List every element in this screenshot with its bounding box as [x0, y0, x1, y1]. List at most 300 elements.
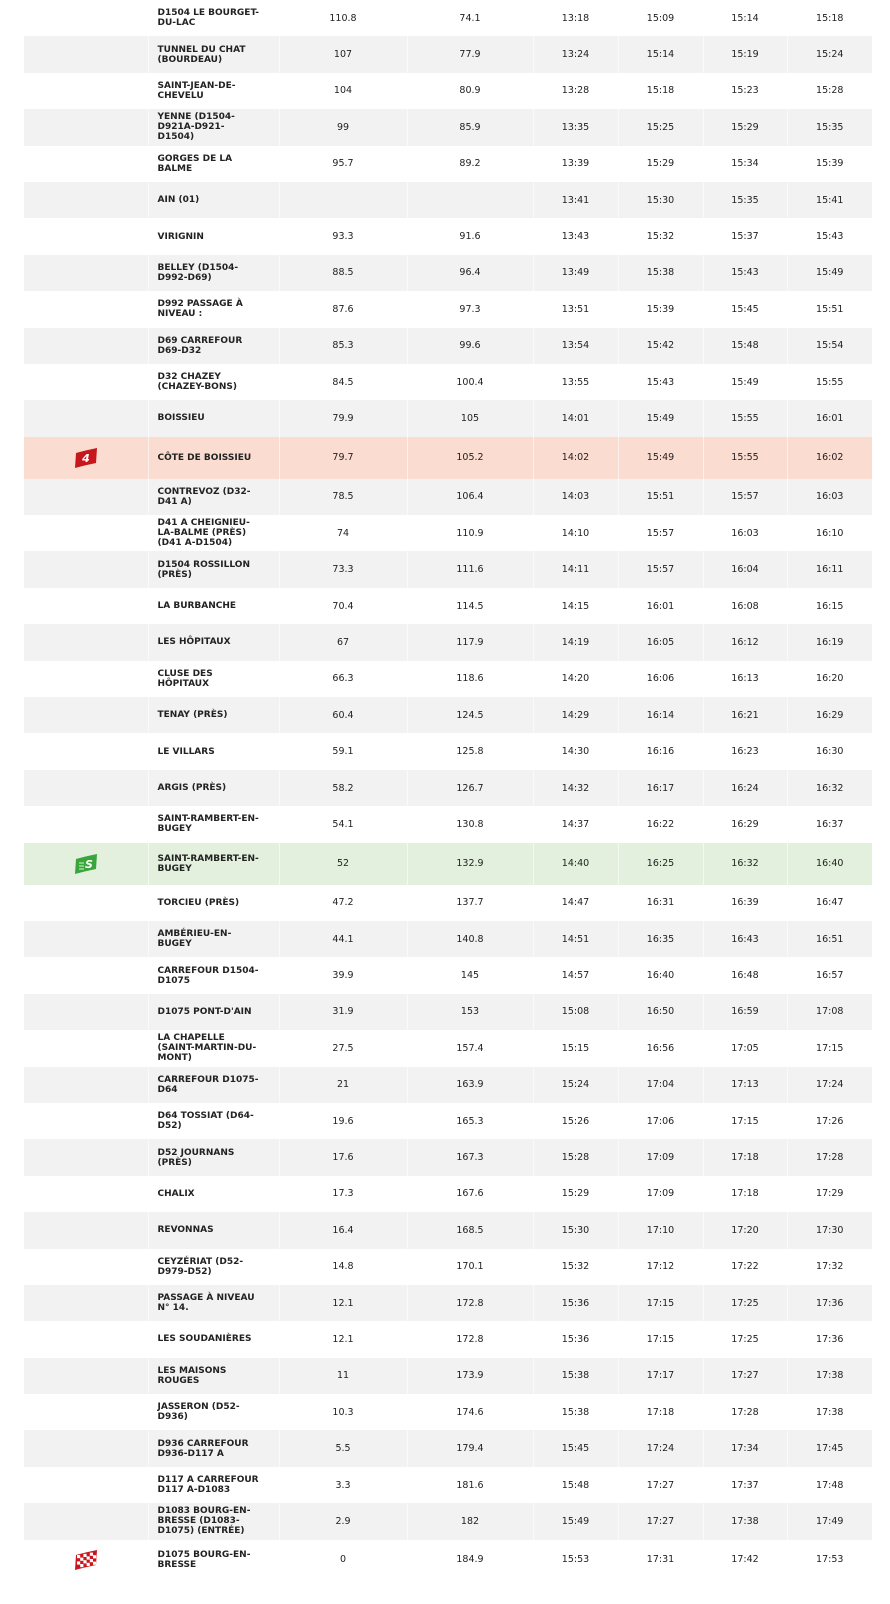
location-name: D1504 ROSSILLON (PRÈS) [148, 551, 279, 587]
time-medium: 16:24 [703, 770, 787, 806]
icon-cell [24, 1176, 148, 1212]
location-name: BELLEY (D1504-D992-D69) [148, 255, 279, 291]
time-fast: 15:39 [618, 291, 703, 327]
km-remaining: 172.8 [407, 1321, 533, 1357]
icon-cell [24, 182, 148, 218]
time-medium: 17:22 [703, 1249, 787, 1285]
km-remaining: 118.6 [407, 661, 533, 697]
icon-cell [24, 364, 148, 400]
km-remaining: 100.4 [407, 364, 533, 400]
table-row [24, 479, 872, 515]
time-caravan: 14:37 [533, 806, 618, 842]
icon-cell [24, 1358, 148, 1394]
location-name: CEYZÉRIAT (D52-D979-D52) [148, 1249, 279, 1285]
km-covered: 93.3 [279, 218, 407, 254]
time-slow: 16:11 [787, 551, 872, 587]
km-covered: 21 [279, 1067, 407, 1103]
time-slow: 16:20 [787, 661, 872, 697]
km-covered: 74 [279, 515, 407, 551]
icon-cell [24, 1249, 148, 1285]
icon-cell [24, 400, 148, 436]
km-covered: 60.4 [279, 697, 407, 733]
time-slow: 15:39 [787, 146, 872, 182]
location-name: D32 CHAZEY (CHAZEY-BONS) [148, 364, 279, 400]
location-name: LES HÔPITAUX [148, 624, 279, 660]
time-caravan: 15:08 [533, 994, 618, 1030]
time-caravan: 15:32 [533, 1249, 618, 1285]
time-medium: 17:42 [703, 1540, 787, 1580]
time-medium: 15:29 [703, 109, 787, 145]
km-covered [279, 182, 407, 218]
time-caravan: 13:18 [533, 0, 618, 36]
km-remaining: 111.6 [407, 551, 533, 587]
km-covered: 10.3 [279, 1394, 407, 1430]
km-covered: 67 [279, 624, 407, 660]
time-slow: 17:36 [787, 1285, 872, 1321]
time-fast: 16:14 [618, 697, 703, 733]
icon-cell [24, 437, 148, 479]
icon-cell [24, 1067, 148, 1103]
km-covered: 66.3 [279, 661, 407, 697]
time-fast: 16:01 [618, 588, 703, 624]
table-row [24, 0, 872, 36]
time-fast: 15:32 [618, 218, 703, 254]
time-caravan: 14:29 [533, 697, 618, 733]
location-name: CHALIX [148, 1176, 279, 1212]
km-remaining: 130.8 [407, 806, 533, 842]
km-covered: 3.3 [279, 1467, 407, 1503]
location-name: PASSAGE À NIVEAU N° 14. [148, 1285, 279, 1321]
icon-cell [24, 661, 148, 697]
time-medium: 15:55 [703, 437, 787, 479]
time-medium: 15:37 [703, 218, 787, 254]
icon-cell [24, 73, 148, 109]
sprint-row [24, 843, 872, 885]
icon-cell [24, 843, 148, 885]
time-slow: 15:51 [787, 291, 872, 327]
table-row [24, 1103, 872, 1139]
time-caravan: 15:48 [533, 1467, 618, 1503]
table-row [24, 182, 872, 218]
time-slow: 15:54 [787, 328, 872, 364]
time-caravan: 14:15 [533, 588, 618, 624]
table-row [24, 957, 872, 993]
time-slow: 17:24 [787, 1067, 872, 1103]
svg-text:4: 4 [81, 451, 90, 465]
icon-cell [24, 921, 148, 957]
location-name: TUNNEL DU CHAT (BOURDEAU) [148, 36, 279, 72]
time-caravan: 14:01 [533, 400, 618, 436]
location-name: AIN (01) [148, 182, 279, 218]
time-fast: 17:31 [618, 1540, 703, 1580]
table-row [24, 1358, 872, 1394]
location-name: TORCIEU (PRÈS) [148, 885, 279, 921]
km-covered: 79.7 [279, 437, 407, 479]
sprint-flag-icon [73, 853, 99, 875]
time-caravan: 15:24 [533, 1067, 618, 1103]
km-covered: 27.5 [279, 1030, 407, 1066]
km-covered: 14.8 [279, 1249, 407, 1285]
time-medium: 16:21 [703, 697, 787, 733]
time-slow: 16:57 [787, 957, 872, 993]
km-covered: 17.3 [279, 1176, 407, 1212]
km-remaining: 99.6 [407, 328, 533, 364]
time-slow: 17:28 [787, 1139, 872, 1175]
time-fast: 17:17 [618, 1358, 703, 1394]
table-row [24, 624, 872, 660]
location-name: LE VILLARS [148, 733, 279, 769]
km-covered: 2.9 [279, 1503, 407, 1539]
km-remaining: 168.5 [407, 1212, 533, 1248]
location-name: CARREFOUR D1075-D64 [148, 1067, 279, 1103]
time-slow: 16:10 [787, 515, 872, 551]
time-slow: 17:36 [787, 1321, 872, 1357]
time-slow: 16:47 [787, 885, 872, 921]
icon-cell [24, 551, 148, 587]
time-fast: 15:14 [618, 36, 703, 72]
time-fast: 15:09 [618, 0, 703, 36]
time-slow: 16:19 [787, 624, 872, 660]
time-medium: 17:37 [703, 1467, 787, 1503]
time-slow: 17:38 [787, 1394, 872, 1430]
km-covered: 16.4 [279, 1212, 407, 1248]
table-row [24, 661, 872, 697]
time-caravan: 13:55 [533, 364, 618, 400]
time-caravan: 14:57 [533, 957, 618, 993]
time-fast: 17:10 [618, 1212, 703, 1248]
km-remaining: 97.3 [407, 291, 533, 327]
km-remaining: 106.4 [407, 479, 533, 515]
icon-cell [24, 1394, 148, 1430]
time-medium: 16:43 [703, 921, 787, 957]
time-caravan: 14:40 [533, 843, 618, 885]
table-row [24, 994, 872, 1030]
time-fast: 16:25 [618, 843, 703, 885]
icon-cell [24, 885, 148, 921]
time-fast: 16:05 [618, 624, 703, 660]
location-name: VIRIGNIN [148, 218, 279, 254]
km-covered: 78.5 [279, 479, 407, 515]
km-remaining: 179.4 [407, 1430, 533, 1466]
km-remaining: 132.9 [407, 843, 533, 885]
km-covered: 73.3 [279, 551, 407, 587]
location-name: SAINT-RAMBERT-EN-BUGEY [148, 843, 279, 885]
svg-text:S: S [84, 857, 93, 871]
time-slow: 17:26 [787, 1103, 872, 1139]
icon-cell [24, 1103, 148, 1139]
time-caravan: 13:49 [533, 255, 618, 291]
km-remaining: 125.8 [407, 733, 533, 769]
time-fast: 15:51 [618, 479, 703, 515]
time-slow: 17:08 [787, 994, 872, 1030]
table-row [24, 551, 872, 587]
location-name: D1075 BOURG-EN-BRESSE [148, 1540, 279, 1580]
table-row [24, 1430, 872, 1466]
km-remaining: 105 [407, 400, 533, 436]
table-row [24, 36, 872, 72]
km-covered: 84.5 [279, 364, 407, 400]
climb-cat-4-flag-icon [73, 447, 99, 469]
location-name: CÔTE DE BOISSIEU [148, 437, 279, 479]
km-remaining: 105.2 [407, 437, 533, 479]
time-fast: 17:09 [618, 1176, 703, 1212]
km-remaining: 167.3 [407, 1139, 533, 1175]
time-caravan: 15:29 [533, 1176, 618, 1212]
time-slow: 15:28 [787, 73, 872, 109]
km-covered: 17.6 [279, 1139, 407, 1175]
time-fast: 16:31 [618, 885, 703, 921]
km-covered: 104 [279, 73, 407, 109]
km-covered: 79.9 [279, 400, 407, 436]
time-caravan: 15:38 [533, 1358, 618, 1394]
table-row [24, 1467, 872, 1503]
time-slow: 16:02 [787, 437, 872, 479]
time-caravan: 15:45 [533, 1430, 618, 1466]
km-covered: 58.2 [279, 770, 407, 806]
time-fast: 15:43 [618, 364, 703, 400]
time-caravan: 15:53 [533, 1540, 618, 1580]
time-slow: 15:24 [787, 36, 872, 72]
icon-cell [24, 1540, 148, 1580]
icon-cell [24, 624, 148, 660]
time-medium: 16:04 [703, 551, 787, 587]
time-fast: 17:27 [618, 1503, 703, 1539]
time-fast: 16:50 [618, 994, 703, 1030]
icon-cell [24, 770, 148, 806]
km-remaining: 110.9 [407, 515, 533, 551]
location-name: LA CHAPELLE (SAINT-MARTIN-DU-MONT) [148, 1030, 279, 1066]
time-slow: 16:03 [787, 479, 872, 515]
time-medium: 17:34 [703, 1430, 787, 1466]
location-name: AMBÉRIEU-EN-BUGEY [148, 921, 279, 957]
table-row [24, 364, 872, 400]
time-fast: 15:57 [618, 515, 703, 551]
time-caravan: 14:51 [533, 921, 618, 957]
time-caravan: 14:11 [533, 551, 618, 587]
icon-cell [24, 1139, 148, 1175]
location-name: D64 TOSSIAT (D64-D52) [148, 1103, 279, 1139]
time-fast: 15:49 [618, 400, 703, 436]
time-fast: 16:17 [618, 770, 703, 806]
table-row [24, 1321, 872, 1357]
time-slow: 15:43 [787, 218, 872, 254]
time-caravan: 14:03 [533, 479, 618, 515]
km-remaining: 157.4 [407, 1030, 533, 1066]
time-medium: 17:13 [703, 1067, 787, 1103]
icon-cell [24, 697, 148, 733]
km-remaining: 182 [407, 1503, 533, 1539]
time-medium: 16:12 [703, 624, 787, 660]
location-name: D117 A CARREFOUR D117 A-D1083 [148, 1467, 279, 1503]
time-fast: 15:42 [618, 328, 703, 364]
km-remaining: 117.9 [407, 624, 533, 660]
km-covered: 11 [279, 1358, 407, 1394]
km-remaining: 167.6 [407, 1176, 533, 1212]
time-medium: 16:59 [703, 994, 787, 1030]
km-covered: 85.3 [279, 328, 407, 364]
time-medium: 15:19 [703, 36, 787, 72]
location-name: D936 CARREFOUR D936-D117 A [148, 1430, 279, 1466]
km-remaining: 181.6 [407, 1467, 533, 1503]
table-row [24, 255, 872, 291]
icon-cell [24, 291, 148, 327]
icon-cell [24, 255, 148, 291]
time-medium: 17:27 [703, 1358, 787, 1394]
time-slow: 15:18 [787, 0, 872, 36]
table-row [24, 1394, 872, 1430]
icon-cell [24, 1030, 148, 1066]
icon-cell [24, 328, 148, 364]
icon-cell [24, 733, 148, 769]
table-row [24, 588, 872, 624]
time-slow: 16:37 [787, 806, 872, 842]
time-medium: 15:57 [703, 479, 787, 515]
time-fast: 16:16 [618, 733, 703, 769]
km-remaining: 91.6 [407, 218, 533, 254]
time-fast: 15:38 [618, 255, 703, 291]
table-row [24, 73, 872, 109]
finish-checkered-flag-icon [73, 1549, 99, 1571]
icon-cell [24, 1430, 148, 1466]
time-caravan: 13:35 [533, 109, 618, 145]
time-medium: 17:15 [703, 1103, 787, 1139]
km-covered: 12.1 [279, 1321, 407, 1357]
table-row [24, 1285, 872, 1321]
time-caravan: 13:24 [533, 36, 618, 72]
km-remaining: 74.1 [407, 0, 533, 36]
time-medium: 17:18 [703, 1139, 787, 1175]
time-caravan: 15:26 [533, 1103, 618, 1139]
table-row [24, 1030, 872, 1066]
time-medium: 15:23 [703, 73, 787, 109]
time-fast: 16:40 [618, 957, 703, 993]
location-name: REVONNAS [148, 1212, 279, 1248]
location-name: SAINT-RAMBERT-EN-BUGEY [148, 806, 279, 842]
icon-cell [24, 36, 148, 72]
time-fast: 17:24 [618, 1430, 703, 1466]
table-row [24, 146, 872, 182]
km-covered: 47.2 [279, 885, 407, 921]
time-medium: 15:45 [703, 291, 787, 327]
climb-row [24, 437, 872, 479]
time-caravan: 15:36 [533, 1285, 618, 1321]
table-row [24, 921, 872, 957]
km-remaining: 124.5 [407, 697, 533, 733]
table-row [24, 806, 872, 842]
table-row [24, 515, 872, 551]
km-remaining: 80.9 [407, 73, 533, 109]
time-medium: 17:18 [703, 1176, 787, 1212]
icon-cell [24, 994, 148, 1030]
time-caravan: 13:41 [533, 182, 618, 218]
time-slow: 17:29 [787, 1176, 872, 1212]
time-fast: 17:12 [618, 1249, 703, 1285]
icon-cell [24, 806, 148, 842]
time-fast: 15:18 [618, 73, 703, 109]
km-remaining: 172.8 [407, 1285, 533, 1321]
location-name: D992 PASSAGE À NIVEAU : [148, 291, 279, 327]
km-remaining: 89.2 [407, 146, 533, 182]
km-remaining: 163.9 [407, 1067, 533, 1103]
time-fast: 16:56 [618, 1030, 703, 1066]
time-fast: 15:49 [618, 437, 703, 479]
time-caravan: 14:47 [533, 885, 618, 921]
table-row [24, 1176, 872, 1212]
time-caravan: 14:02 [533, 437, 618, 479]
time-slow: 17:48 [787, 1467, 872, 1503]
km-remaining: 153 [407, 994, 533, 1030]
location-name: D1075 PONT-D'AIN [148, 994, 279, 1030]
location-name: ARGIS (PRÈS) [148, 770, 279, 806]
km-remaining: 145 [407, 957, 533, 993]
icon-cell [24, 109, 148, 145]
table-row [24, 218, 872, 254]
time-fast: 17:09 [618, 1139, 703, 1175]
time-medium: 16:13 [703, 661, 787, 697]
location-name: CONTREVOZ (D32-D41 A) [148, 479, 279, 515]
km-covered: 87.6 [279, 291, 407, 327]
km-remaining: 165.3 [407, 1103, 533, 1139]
km-covered: 44.1 [279, 921, 407, 957]
location-name: YENNE (D1504-D921A-D921-D1504) [148, 109, 279, 145]
km-remaining: 140.8 [407, 921, 533, 957]
location-name: D1504 LE BOURGET-DU-LAC [148, 0, 279, 36]
time-caravan: 14:30 [533, 733, 618, 769]
time-fast: 17:15 [618, 1321, 703, 1357]
table-row [24, 1249, 872, 1285]
table-row [24, 697, 872, 733]
time-fast: 15:25 [618, 109, 703, 145]
time-fast: 17:06 [618, 1103, 703, 1139]
time-medium: 17:38 [703, 1503, 787, 1539]
time-caravan: 15:28 [533, 1139, 618, 1175]
time-fast: 15:57 [618, 551, 703, 587]
time-slow: 15:55 [787, 364, 872, 400]
location-name: D1083 BOURG-EN-BRESSE (D1083-D1075) (ENTRÉE) [148, 1503, 279, 1539]
icon-cell [24, 1321, 148, 1357]
km-remaining: 170.1 [407, 1249, 533, 1285]
time-medium: 17:28 [703, 1394, 787, 1430]
time-medium: 15:43 [703, 255, 787, 291]
location-name: TENAY (PRÈS) [148, 697, 279, 733]
route-schedule-table [24, 0, 872, 1580]
table-row [24, 770, 872, 806]
time-slow: 17:45 [787, 1430, 872, 1466]
time-medium: 16:39 [703, 885, 787, 921]
time-fast: 16:22 [618, 806, 703, 842]
icon-cell [24, 515, 148, 551]
time-slow: 17:38 [787, 1358, 872, 1394]
time-medium: 17:25 [703, 1321, 787, 1357]
icon-cell [24, 1212, 148, 1248]
location-name: CLUSE DES HÔPITAUX [148, 661, 279, 697]
time-medium: 16:08 [703, 588, 787, 624]
location-name: D69 CARREFOUR D69-D32 [148, 328, 279, 364]
time-caravan: 15:15 [533, 1030, 618, 1066]
km-covered: 39.9 [279, 957, 407, 993]
km-covered: 5.5 [279, 1430, 407, 1466]
time-medium: 15:34 [703, 146, 787, 182]
time-medium: 16:32 [703, 843, 787, 885]
location-name: JASSERON (D52-D936) [148, 1394, 279, 1430]
time-fast: 16:06 [618, 661, 703, 697]
icon-cell [24, 0, 148, 36]
time-caravan: 15:30 [533, 1212, 618, 1248]
time-medium: 17:05 [703, 1030, 787, 1066]
table-row [24, 885, 872, 921]
location-name: CARREFOUR D1504-D1075 [148, 957, 279, 993]
table-row [24, 328, 872, 364]
